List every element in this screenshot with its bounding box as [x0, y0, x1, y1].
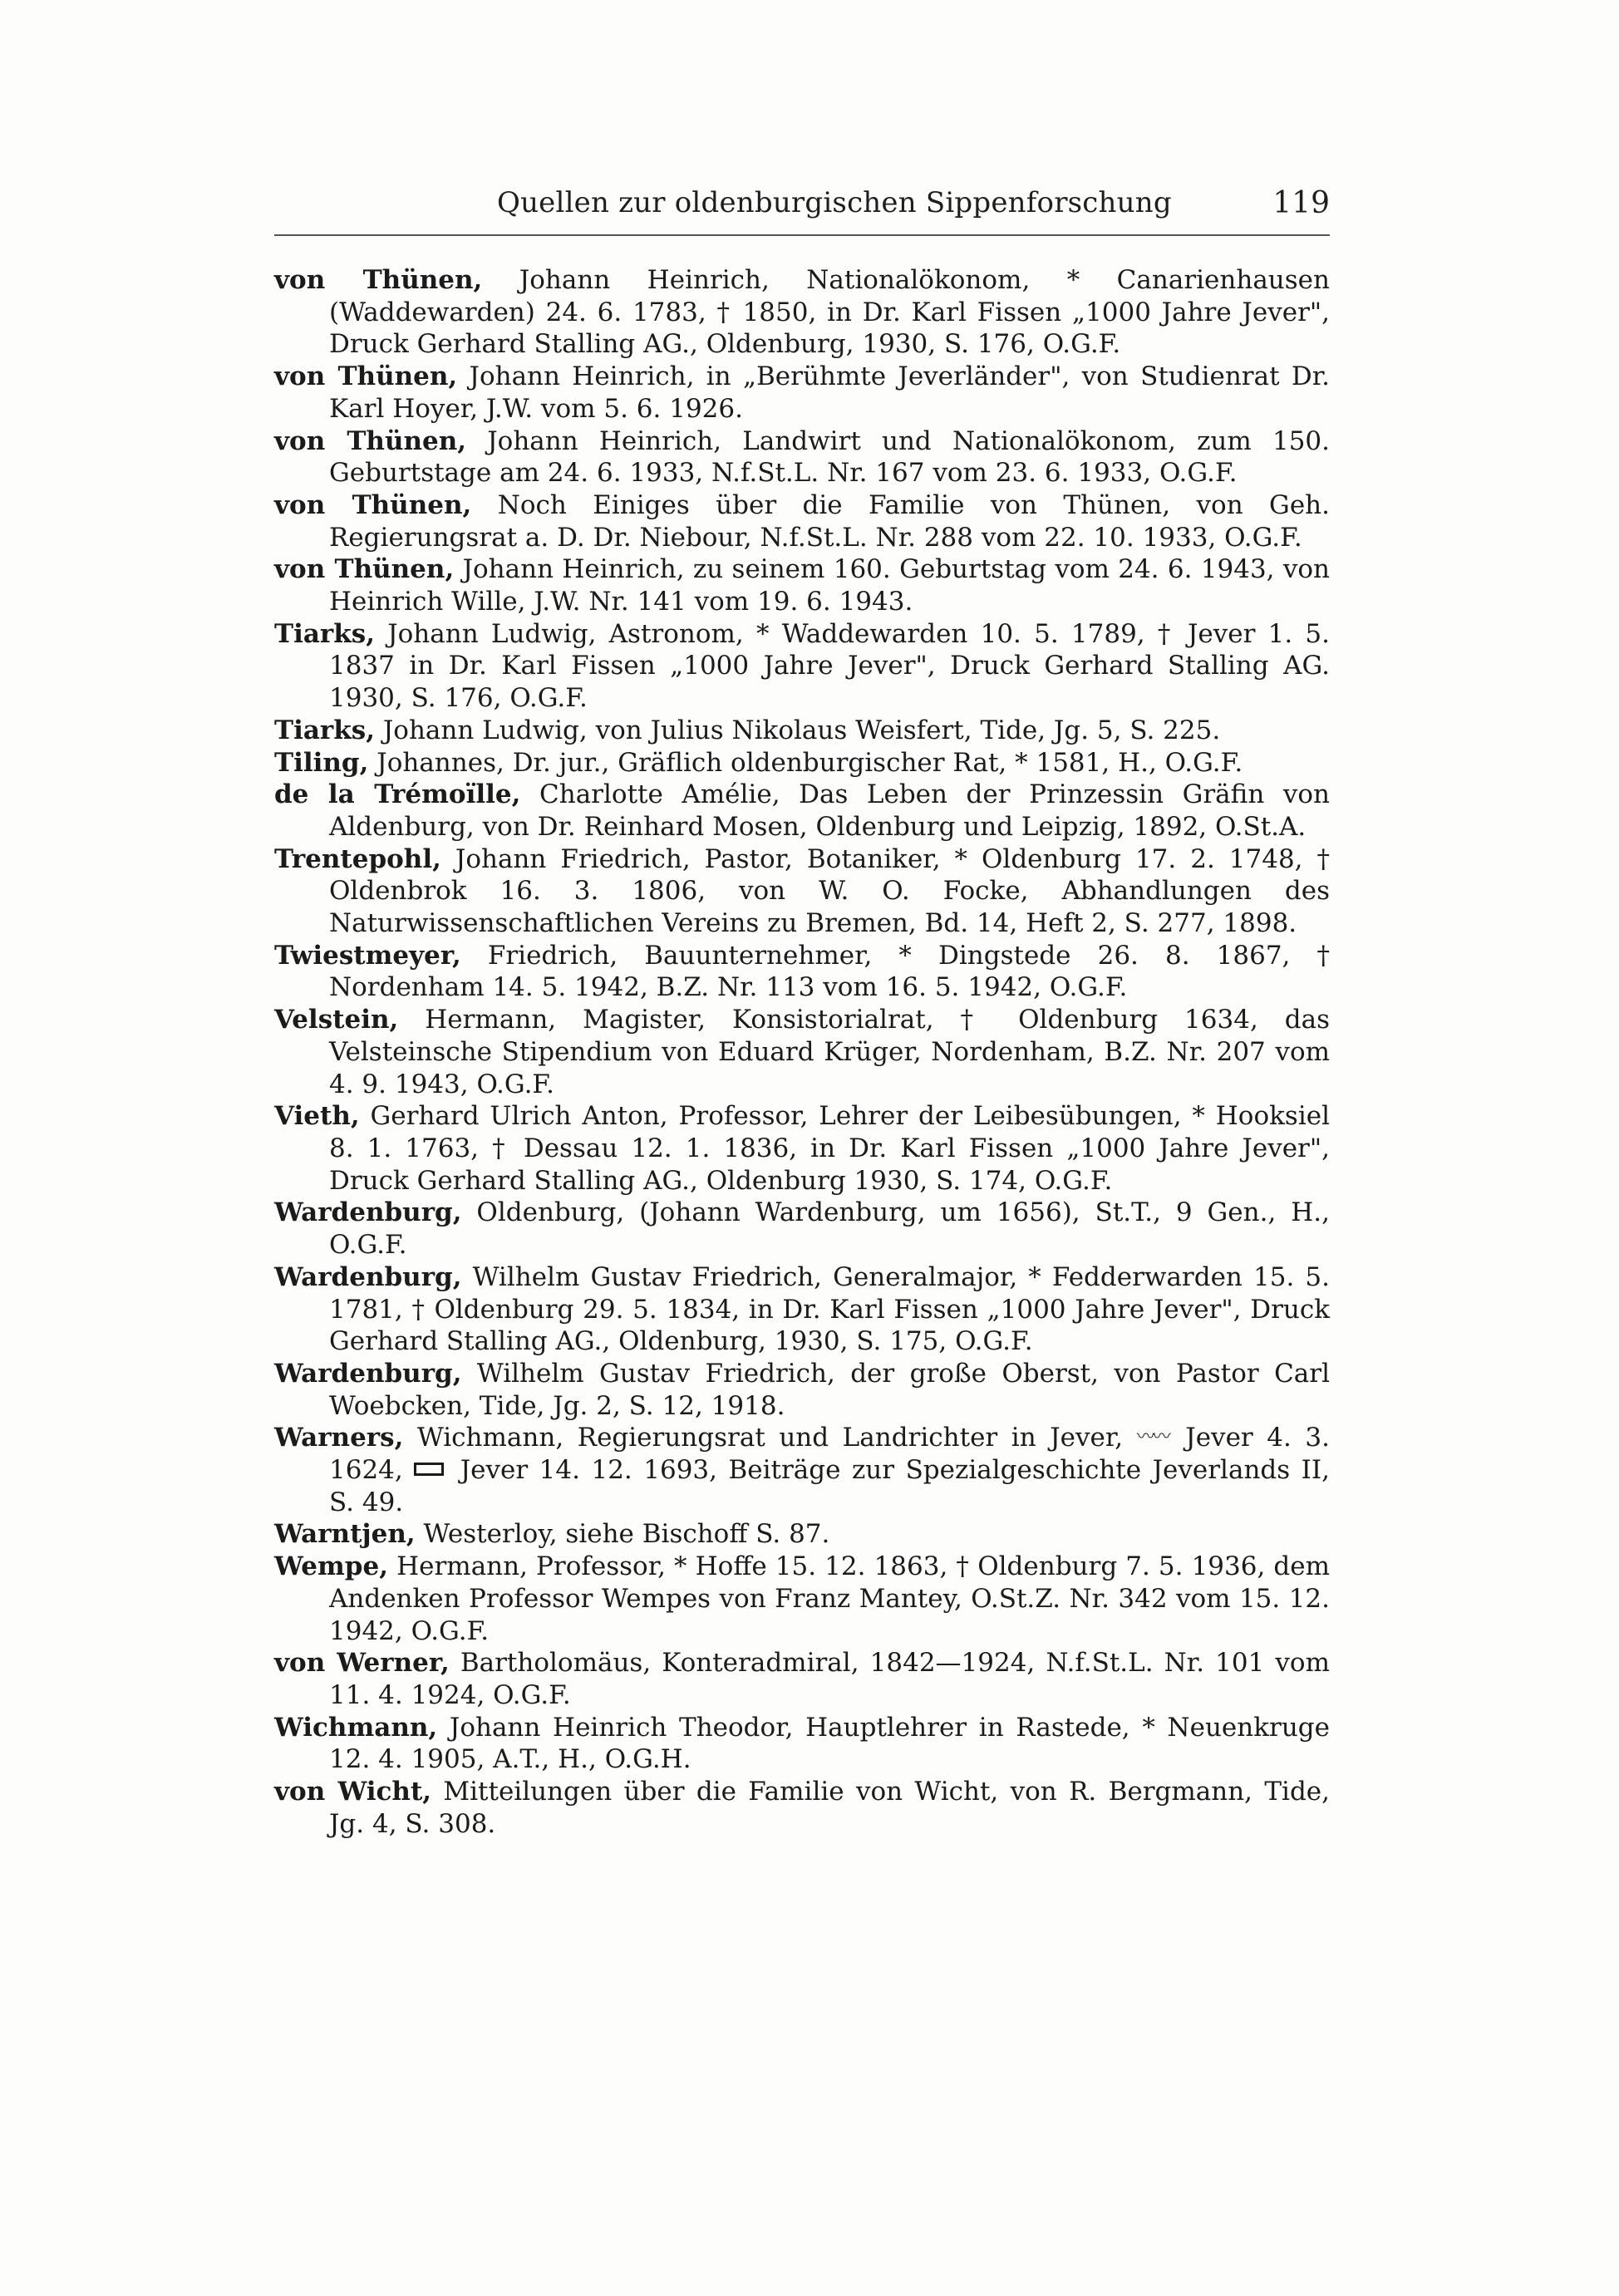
entry-de-la-tremoille [274, 779, 1330, 843]
entry-text: Johann Heinrich, Nationalökonom, * Canarienhausen (Waddewarden) 24. 6. 1783, † 1850, in Dr. Karl Fissen „1000 Jahre Jever", Druck Gerhard Stalling AG., Oldenburg, 1930, S. 176, O.G.F. [329, 265, 1330, 360]
entry-text: Friedrich, Bauunternehmer, * Dingstede 26. 8. 1867, † Nordenham 14. 5. 1942, B.Z. Nr. 113 vom 16. 5. 1942, O.G.F. [329, 940, 1330, 1003]
entry-tiling [274, 747, 1330, 779]
wavy-lines-icon: 〰〰 [1136, 1427, 1169, 1448]
entry-trentepohl [274, 843, 1330, 940]
header-rule [274, 234, 1330, 236]
entry-text: Johannes, Dr. jur., Gräflich oldenburgischer Rat, * 1581, H., O.G.F. [368, 747, 1243, 778]
entry-text: Wilhelm Gustav Friedrich, der große Oberst, von Pastor Carl Woebcken, Tide, Jg. 2, S. 12, 1918. [329, 1358, 1330, 1421]
entry-text: Johann Ludwig, Astronom, * Waddewarden 10. 5. 1789, † Jever 1. 5. 1837 in Dr. Karl Fissen „1000 Jahre Jever", Druck Gerhard Stalling AG. 1930, S. 176, O.G.F. [329, 618, 1330, 714]
entry-name: von Werner, [274, 1648, 450, 1679]
entry-text: Hermann, Magister, Konsistorialrat, † Oldenburg 1634, das Velsteinsche Stipendium von Eduard Krüger, Nordenham, B.Z. Nr. 207 vom 4. 9. 1943, O.G.F. [329, 1005, 1330, 1099]
entry-wempe [274, 1551, 1330, 1647]
entry-name: de la Trémoïlle, [274, 779, 521, 810]
page-header [274, 186, 1330, 239]
entry-von-thuenen-5 [274, 553, 1330, 617]
page-number: 119 [1272, 186, 1330, 220]
entry-name: Vieth, [274, 1101, 360, 1132]
entry-name: Wardenburg, [274, 1358, 462, 1389]
entry-text: Hermann, Professor, * Hoffe 15. 12. 1863, † Oldenburg 7. 5. 1936, dem Andenken Professor Wempes von Franz Mantey, O.St.Z. Nr. 342 vom 15. 12. 1942, O.G.F. [329, 1551, 1330, 1646]
entry-text: Johann Ludwig, von Julius Nikolaus Weisfert, Tide, Jg. 5, S. 225. [375, 715, 1221, 745]
entry-tiarks-2 [274, 715, 1330, 747]
entry-text: Johann Heinrich, zu seinem 160. Geburtstag vom 24. 6. 1943, von Heinrich Wille, J.W. Nr. 141 vom 19. 6. 1943. [329, 554, 1330, 617]
entry-text: Wichmann, Regierungsrat und Landrichter in Jever, [403, 1423, 1137, 1453]
rectangle-icon [414, 1463, 444, 1476]
entry-name: Wempe, [274, 1551, 389, 1582]
entry-text: Westerloy, siehe Bischoff S. 87. [415, 1519, 830, 1550]
entry-name: von Thünen, [274, 425, 467, 456]
entry-text: Jever 4. 3. 1624, [329, 1423, 1330, 1486]
entry-wardenburg-3 [274, 1358, 1330, 1422]
entry-vieth [274, 1100, 1330, 1197]
entry-text: Johann Friedrich, Pastor, Botaniker, * Oldenburg 17. 2. 1748, † Oldenbrok 16. 3. 1806, von W. O. Focke, Abhandlungen des Naturwissenschaftlichen Vereins zu Bremen, Bd. 14, Heft 2, S. 277, 1898. [329, 843, 1330, 939]
entry-text: Johann Heinrich, in „Berühmte Jeverländer", von Studienrat Dr. Karl Hoyer, J.W. vom 5. 6. 1926. [329, 361, 1330, 424]
entry-text: Mitteilungen über die Familie von Wicht, von R. Bergmann, Tide, Jg. 4, S. 308. [329, 1777, 1330, 1839]
entry-name: von Thünen, [274, 554, 455, 585]
entry-text: Bartholomäus, Konteradmiral, 1842—1924, N.f.St.L. Nr. 101 vom 11. 4. 1924, O.G.F. [329, 1648, 1330, 1710]
entry-name: Wichmann, [274, 1712, 438, 1743]
entry-name: Warntjen, [274, 1519, 416, 1550]
entry-name: von Wicht, [274, 1777, 432, 1807]
entry-name: Tiling, [274, 747, 369, 778]
entry-text: Wilhelm Gustav Friedrich, Generalmajor, * Fedderwarden 15. 5. 1781, † Oldenburg 29. 5. 1834, in Dr. Karl Fissen „1000 Jahre Jever", Druck Gerhard Stalling AG., Oldenburg, 1930, S. 175, O.G.F. [329, 1261, 1330, 1357]
entry-text: Charlotte Amélie, Das Leben der Prinzessin Gräfin von Aldenburg, von Dr. Reinhard Mosen, Oldenburg und Leipzig, 1892, O.St.A. [329, 779, 1331, 842]
entry-wichmann [274, 1712, 1330, 1776]
entry-von-werner [274, 1647, 1330, 1711]
running-title: Quellen zur oldenburgischen Sippenforschung [497, 186, 1172, 219]
entry-text: Johann Heinrich Theodor, Hauptlehrer in Rastede, * Neuenkruge 12. 4. 1905, A.T., H., O.G.H. [329, 1712, 1330, 1775]
entry-warntjen [274, 1518, 1330, 1551]
entry-wardenburg-2 [274, 1261, 1330, 1358]
entry-von-thuenen-1 [274, 264, 1330, 361]
entry-name: von Thünen, [274, 361, 458, 392]
entry-name: von Thünen, [274, 489, 472, 520]
entry-name: Tiarks, [274, 618, 375, 649]
entry-von-thuenen-2 [274, 361, 1330, 425]
entry-name: Trentepohl, [274, 843, 441, 874]
entry-text: Johann Heinrich, Landwirt und Nationalökonom, zum 150. Geburtstage am 24. 6. 1933, N.f.St.L. Nr. 167 vom 23. 6. 1933, O.G.F. [329, 425, 1330, 489]
entry-twiestmeyer [274, 940, 1330, 1004]
entry-text: Oldenburg, (Johann Wardenburg, um 1656), St.T., 9 Gen., H., O.G.F. [329, 1197, 1330, 1261]
entry-von-wicht [274, 1776, 1330, 1840]
entry-velstein [274, 1004, 1330, 1100]
entry-text: Jever 14. 12. 1693, Beiträge zur Spezialgeschichte Jeverlands II, S. 49. [329, 1455, 1331, 1517]
entry-von-thuenen-3 [274, 425, 1330, 489]
entry-text: Noch Einiges über die Familie von Thünen, von Geh. Regierungsrat a. D. Dr. Niebour, N.f.St.L. Nr. 288 vom 22. 10. 1933, O.G.F. [329, 489, 1330, 553]
entry-text: Gerhard Ulrich Anton, Professor, Lehrer der Leibesübungen, * Hooksiel 8. 1. 1763, † Dessau 12. 1. 1836, in Dr. Karl Fissen „1000 Jahre Jever", Druck Gerhard Stalling AG., Oldenburg 1930, S. 174, O.G.F. [329, 1101, 1330, 1196]
entry-wardenburg-1 [274, 1197, 1330, 1261]
entry-tiarks-1 [274, 618, 1330, 715]
entry-name: von Thünen, [274, 265, 483, 295]
entry-name: Twiestmeyer, [274, 940, 461, 971]
entry-name: Wardenburg, [274, 1197, 462, 1228]
entry-name: Velstein, [274, 1005, 399, 1035]
entry-list [274, 264, 1330, 1840]
entry-name: Wardenburg, [274, 1261, 462, 1292]
entry-name: Warners, [274, 1423, 404, 1453]
entry-von-thuenen-4 [274, 489, 1330, 553]
entry-warners [274, 1422, 1330, 1518]
entry-name: Tiarks, [274, 715, 375, 745]
